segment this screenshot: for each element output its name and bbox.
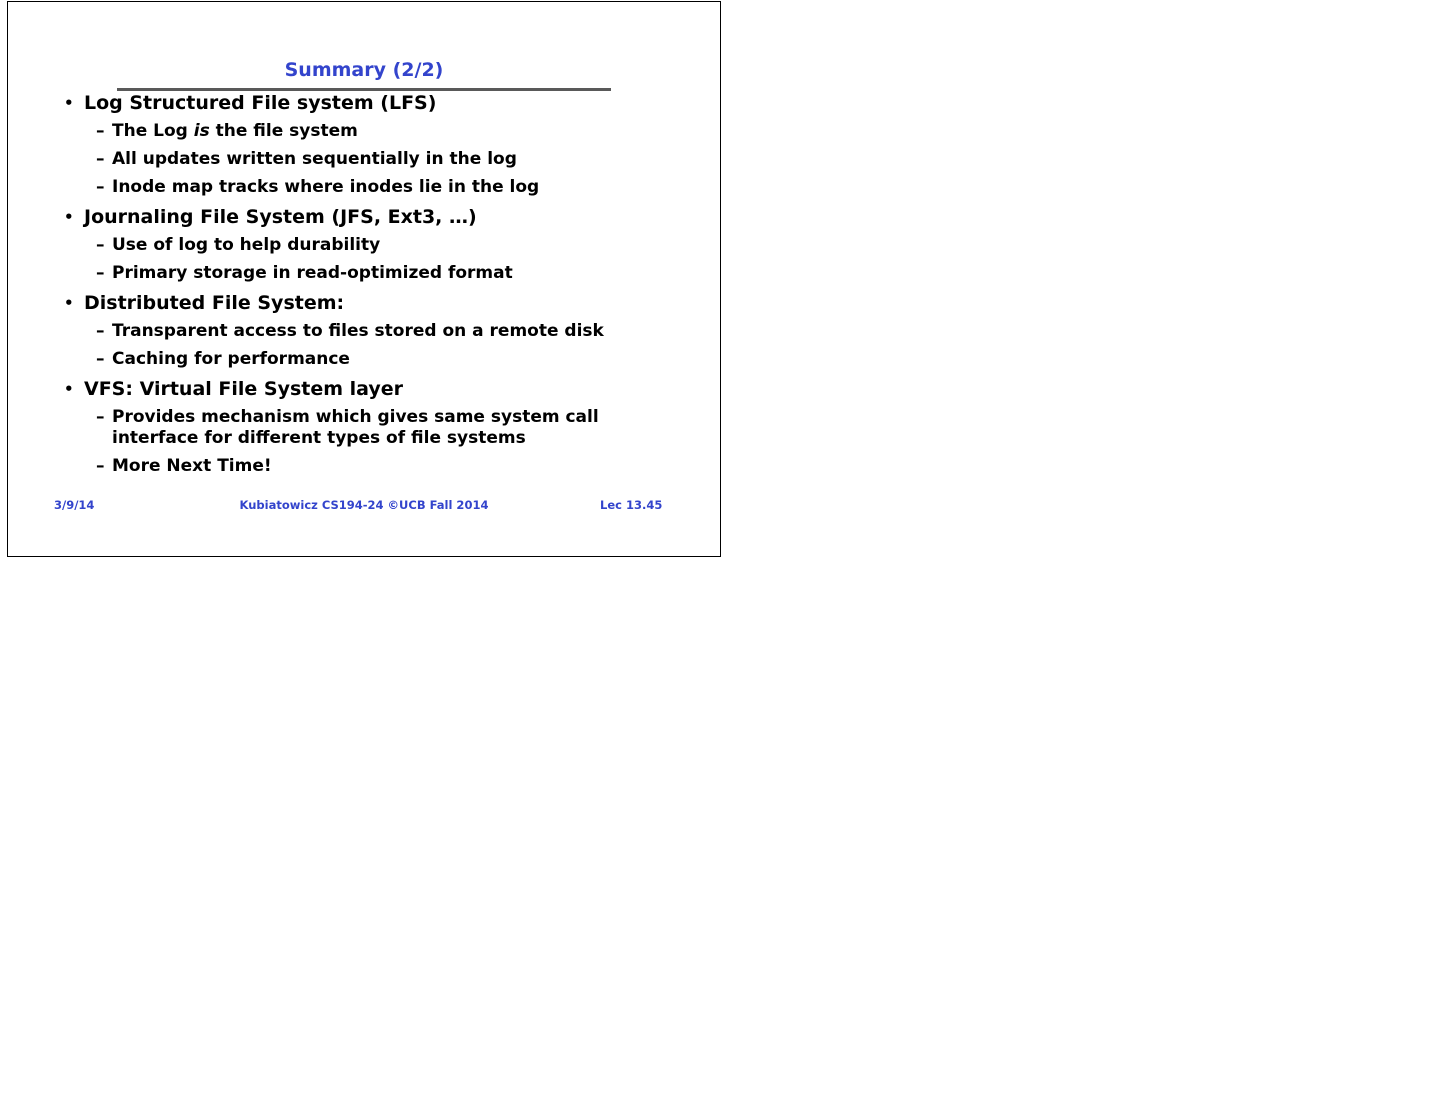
dash-icon: –	[96, 121, 105, 141]
sub-bullet-text: Transparent access to files stored on a remote disk	[112, 321, 604, 341]
sub-bullet-text-line: interface for different types of file systems	[112, 428, 526, 448]
dash-icon: –	[96, 407, 105, 427]
sub-bullet-text-end: the file system	[209, 121, 358, 141]
dash-icon: –	[96, 235, 105, 255]
sub-bullet-text: Use of log to help durability	[112, 235, 381, 255]
sub-bullet-text-line: Provides mechanism which gives same system call	[112, 407, 599, 427]
bullet-item	[64, 377, 404, 401]
dash-icon: –	[96, 321, 105, 341]
dash-icon: –	[96, 349, 105, 369]
dash-icon: –	[96, 149, 105, 169]
footer-slide-number: Lec 13.45	[600, 498, 663, 512]
bullet-item	[64, 205, 477, 229]
sub-bullet-item	[96, 407, 599, 428]
sub-bullet-item	[96, 149, 517, 170]
bullet-item	[64, 291, 345, 315]
sub-bullet-item	[96, 121, 358, 142]
bullet-dot-icon: •	[64, 94, 74, 112]
footer-course: Kubiatowicz CS194-24 ©UCB Fall 2014	[239, 498, 489, 512]
sub-bullet-text: All updates written sequentially in the log	[112, 149, 517, 169]
dash-icon: –	[96, 263, 105, 283]
sub-bullet-item	[96, 263, 513, 284]
sub-bullet-continuation	[112, 428, 526, 449]
slide-title: Summary (2/2)	[284, 59, 444, 81]
sub-bullet-emphasis: is	[193, 121, 210, 141]
sub-bullet-text: Caching for performance	[112, 349, 350, 369]
bullet-text: VFS: Virtual File System layer	[84, 378, 404, 400]
bullet-list	[8, 2, 720, 556]
sub-bullet-item	[96, 235, 381, 256]
sub-bullet-text: More Next Time!	[112, 456, 272, 476]
sub-bullet-item	[96, 349, 350, 370]
bullet-text: Journaling File System (JFS, Ext3, …)	[84, 206, 477, 228]
bullet-dot-icon: •	[64, 208, 74, 226]
slide	[7, 1, 721, 557]
sub-bullet-item	[96, 321, 604, 342]
sub-bullet-item	[96, 456, 272, 477]
bullet-dot-icon: •	[64, 380, 74, 398]
bullet-text: Log Structured File system (LFS)	[84, 92, 437, 114]
bullet-dot-icon: •	[64, 294, 74, 312]
dash-icon: –	[96, 177, 105, 197]
bullet-item	[64, 91, 437, 115]
sub-bullet-text: Primary storage in read-optimized format	[112, 263, 513, 283]
dash-icon: –	[96, 456, 105, 476]
sub-bullet-text-start: The Log	[112, 121, 194, 141]
bullet-text: Distributed File System:	[84, 292, 345, 314]
footer-date: 3/9/14	[54, 498, 95, 512]
sub-bullet-item	[96, 177, 540, 198]
sub-bullet-text: Inode map tracks where inodes lie in the log	[112, 177, 540, 197]
